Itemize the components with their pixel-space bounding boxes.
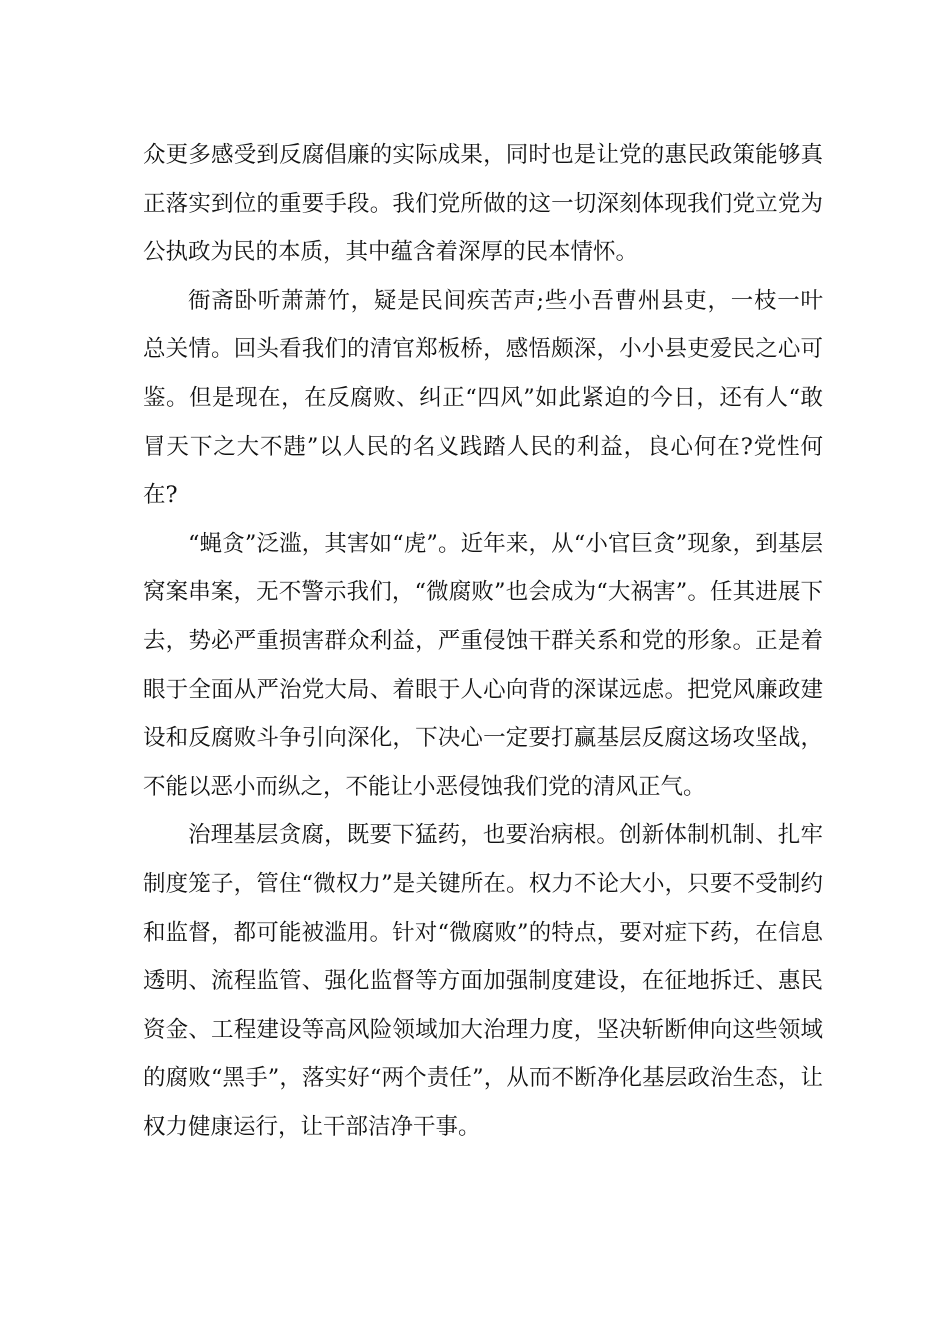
document-body (143, 131, 823, 1151)
paragraph-3: “蝇贪”泛滥，其害如“虎”。近年来，从“小官巨贪”现象，到基层窝案串案，无不警示我们，“微腐败”也会成为“大祸害”。任其进展下去，势必严重损害群众利益，严重侵蚀干群关系和党的形象。正是着眼于全面从严治党大局、着眼于人心向背的深谋远虑。把党风廉政建设和反腐败斗争引向深化，下决心一定要打赢基层反腐这场攻坚战，不能以恶小而纵之，不能让小恶侵蚀我们党的清风正气。 (143, 530, 823, 800)
paragraph-4: 治理基层贪腐，既要下猛药，也要治病根。创新体制机制、扎牢制度笼子，管住“微权力”是关键所在。权力不论大小，只要不受制约和监督，都可能被滥用。针对“微腐败”的特点，要对症下药，在信息透明、流程监管、强化监督等方面加强制度建设，在征地拆迁、惠民资金、工程建设等高风险领域加大治理力度，坚决斩断伸向这些领域的腐败“黑手”，落实好“两个责任”，从而不断净化基层政治生态，让权力健康运行，让干部洁净干事。 (143, 822, 823, 1140)
paragraph-2: 衙斋卧听萧萧竹，疑是民间疾苦声;些小吾曹州县吏，一枝一叶总关情。回头看我们的清官郑板桥，感悟颇深，小小县吏爱民之心可鉴。但是现在，在反腐败、纠正“四风”如此紧迫的今日，还有人“敢冒天下之大不韪”以人民的名义践踏人民的利益，良心何在?党性何在? (143, 287, 823, 509)
paragraph-1: 众更多感受到反腐倡廉的实际成果，同时也是让党的惠民政策能够真正落实到位的重要手段。我们党所做的这一切深刻体现我们党立党为公执政为民的本质，其中蕴含着深厚的民本情怀。 (143, 142, 823, 266)
